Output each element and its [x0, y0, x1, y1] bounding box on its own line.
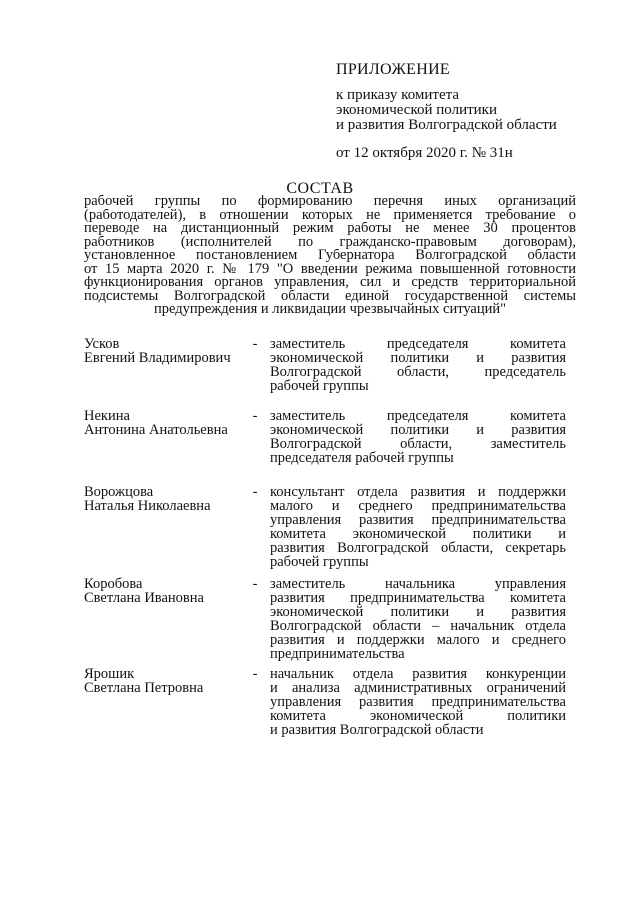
appendix-block: [336, 62, 576, 161]
document-heading: СОСТАВ: [286, 180, 354, 197]
member-name: [84, 409, 254, 437]
intro-line: рабочей группы по формированию перечня иных организаций: [84, 195, 576, 209]
role-line: предпринимательства: [270, 646, 405, 662]
role-line: развития и поддержки малого и среднего: [270, 633, 566, 647]
role-line: и анализа административных ограничений: [270, 681, 566, 695]
role-line: управления развития предпринимательства: [270, 695, 566, 709]
appendix-line: и развития Волгоградской области: [336, 117, 557, 133]
member-role: [270, 667, 566, 737]
appendix-title: ПРИЛОЖЕНИЕ: [336, 61, 451, 78]
member-name: [84, 667, 254, 695]
intro-line: от 15 марта 2020 г. № 179 "О введении режима повышенной готовности: [84, 262, 576, 276]
role-line: Волгоградской области, заместитель: [270, 437, 566, 451]
intro-line: функционирования органов управления, сил и средств территориальной: [84, 276, 576, 290]
member-dash: -: [252, 484, 258, 500]
member-given-name: Антонина Анатольевна: [84, 422, 228, 438]
intro-paragraph: [84, 195, 576, 317]
role-line: комитета экономической политики и: [270, 527, 566, 541]
member-dash: -: [252, 408, 258, 424]
member-role: [270, 409, 566, 465]
role-line: Волгоградской области, председатель: [270, 365, 566, 379]
member-surname: Ярошик: [84, 666, 135, 682]
role-line: управления развития предпринимательства: [270, 513, 566, 527]
member-given-name: Светлана Ивановна: [84, 590, 204, 606]
role-line: комитета экономической политики: [270, 709, 566, 723]
member-dash: -: [252, 576, 258, 592]
role-line: развития Волгоградской области, секретарь: [270, 541, 566, 555]
appendix-line: к приказу комитета: [336, 87, 460, 103]
member-given-name: Евгений Владимирович: [84, 350, 231, 366]
role-line: экономической политики и развития: [270, 423, 566, 437]
role-line: экономической политики и развития: [270, 351, 566, 365]
member-surname: Усков: [84, 336, 120, 352]
role-line: малого и среднего предпринимательства: [270, 499, 566, 513]
role-line: консультант отдела развития и поддержки: [270, 485, 566, 499]
intro-line: работников (исполнителей по гражданско-правовым договорам),: [84, 235, 576, 249]
role-line: и развития Волгоградской области: [270, 722, 484, 738]
role-line: Волгоградской области – начальник отдела: [270, 619, 566, 633]
member-role: [270, 577, 566, 661]
role-line: заместитель председателя комитета: [270, 409, 566, 423]
member-surname: Ворожцова: [84, 484, 154, 500]
member-given-name: Светлана Петровна: [84, 680, 204, 696]
member-name: [84, 337, 254, 365]
intro-line: предупреждения и ликвидации чрезвычайных ситуаций": [153, 301, 507, 317]
member-dash: -: [252, 666, 258, 682]
member-dash: -: [252, 336, 258, 352]
member-surname: Некина: [84, 408, 130, 424]
role-line: председателя рабочей группы: [270, 450, 454, 466]
role-line: заместитель председателя комитета: [270, 337, 566, 351]
role-line: заместитель начальника управления: [270, 577, 566, 591]
role-line: развития предпринимательства комитета: [270, 591, 566, 605]
intro-line: переводе на дистанционный режим работы не менее 30 процентов: [84, 222, 576, 236]
member-role: [270, 337, 566, 393]
member-surname: Коробова: [84, 576, 143, 592]
role-line: рабочей группы: [270, 554, 369, 570]
intro-line: установленное постановлением Губернатора Волгоградской области: [84, 249, 576, 263]
role-line: начальник отдела развития конкуренции: [270, 667, 566, 681]
role-line: рабочей группы: [270, 378, 369, 394]
member-name: [84, 577, 254, 605]
member-role: [270, 485, 566, 569]
appendix-line: экономической политики: [336, 102, 498, 118]
role-line: экономической политики и развития: [270, 605, 566, 619]
intro-line: подсистемы Волгоградской области единой государственной системы: [84, 289, 576, 303]
appendix-date: от 12 октября 2020 г. № 31н: [336, 145, 513, 161]
member-given-name: Наталья Николаевна: [84, 498, 211, 514]
intro-line: (работодателей), в отношении которых не применяется требование о: [84, 208, 576, 222]
member-name: [84, 485, 254, 513]
